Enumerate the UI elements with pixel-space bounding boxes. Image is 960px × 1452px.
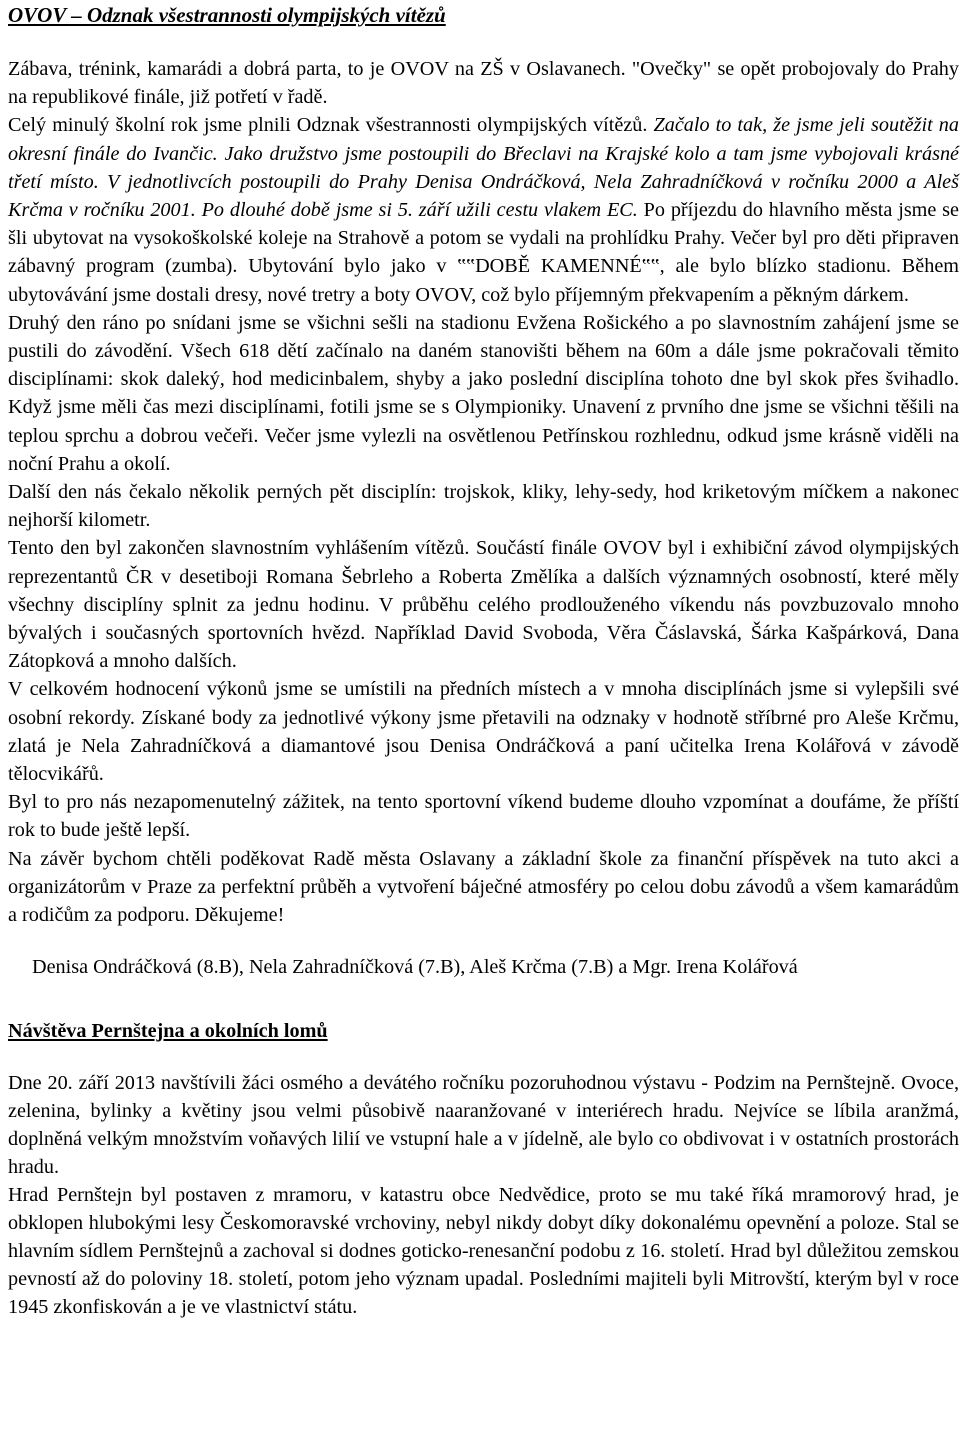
document-page <box>8 0 959 1321</box>
text-run: Druhý den ráno po snídani jsme se všichni sešli na stadionu Evžena Rošického a po slavnostním zahájení jsme se pustili do závodění. Všech 618 dětí začínalo na daném stanovišti během na 60m a dále jsme pokračovali těmito disciplínami: skok daleký, hod medicinbalem, shyby a jako poslední disciplína tohoto dne byl skok přes švihadlo. Když jsme měli čas mezi disciplínami, fotili jsme se s Olympioniky. Unavení z prvního dne jsme se všichni těšili na teplou sprchu a dobrou večeři. Večer jsme vylezli na osvětlenou Petřínskou rozhlednu, odkud jsme krásně viděli na noční Prahu a okolí. <box>8 311 959 475</box>
paragraph <box>8 675 959 788</box>
text-run: Po příjezdu do hlavního města jsme se šli ubytovat na vysokoškolské koleje na Strahově a potom se vydali na prohlídku Prahy. Večer byl pro děti připraven zábavný program (zumba). Ubytování bylo jako v ‟‟DOBĚ KAMENNÉ‟‟, ale bylo blízko stadionu. Během ubytovávání jsme dostali dresy, nové tretry a boty OVOV, což bylo příjemným překvapením a pěkným dárkem. <box>8 199 959 306</box>
paragraph <box>8 55 959 111</box>
text-run: Začalo to tak, že jsme jeli soutěžit na okresní finále do Ivančic. Jako družstvo jsme postoupili do Břeclavi na Krajské kolo a tam jsme vybojovali krásné třetí místo. <box>8 114 959 193</box>
paragraph: Dne 20. září 2013 navštívili žáci osmého a devátého ročníku pozoruhodnou výstavu - Podzim na Pernštejně. Ovoce, zelenina, bylinky a květiny jsou velmi působivě naaranžované v interiérech hradu. Nejvíce se líbila aranžmá, doplněná velkým množstvím voňavých lilií ve vstupní hale a v jídelně, ale bylo co obdivovat i v ostatních prostorách hradu. <box>8 1072 959 1179</box>
text-run: Další den nás čekalo několik perných pět disciplín: trojskok, kliky, lehy-sedy, hod kriketovým míčkem a nakonec nejhorší kilometr. <box>8 481 959 532</box>
article-body <box>8 55 959 929</box>
text-run: Celý minulý školní rok jsme plnili Odznak všestrannosti olympijských vítězů. <box>8 114 654 137</box>
paragraph: Hrad Pernštejn byl postaven z mramoru, v katastru obce Nedvědice, proto se mu také říká mramorový hrad, je obklopen hlubokými lesy Českomoravské vrchoviny, nebyl nikdy dobyt díky dokonalému opevnění a poloze. Stal se hlavním sídlem Pernštejnů a zachoval si dodnes goticko-renesanční podobu z 16. století. Hrad byl důležitou zemskou pevností až do poloviny 18. století, potom jeho význam upadal. Posledními majiteli byli Mitrovští, kterým byl v roce 1945 zkonfiskován a je ve vlastnictví státu. <box>8 1184 959 1319</box>
text-run: V jednotlivcích postoupili do Prahy Denisa Ondráčková, Nela Zahradníčková v ročníku 2000 a Aleš Krčma v ročníku 2001. Po dlouhé době jsme si 5. září užili cestu vlakem EC. <box>8 170 959 222</box>
section-heading: Návštěva Pernštejna a okolních lomů <box>8 1020 328 1043</box>
text-run: V celkovém hodnocení výkonů jsme se umístili na předních místech a v mnoha disciplínách jsme si vylepšili své osobní rekordy. Získané body za jednotlivé výkony jsme přetavili na odznaky v hodnotě stříbrné pro Aleše Krčmu, zlatá je Nela Zahradníčková a diamantové jsou Denisa Ondráčková a paní učitelka Irena Kolářová v závodě tělocvikářů. <box>8 678 959 786</box>
paragraph <box>8 111 959 308</box>
text-run: Tento den byl zakončen slavnostním vyhlášením vítězů. Součástí finále OVOV byl i exhibiční závod olympijských reprezentantů ČR v desetiboji Romana Šebrleho a Roberta Změlíka a dalších významných osobností, které měly všechny disciplíny splnit za jednu hodinu. V průběhu celého prodlouženého víkendu nás povzbuzovalo mnoho bývalých i současných sportovních hvězd. Například David Svoboda, Věra Čáslavská, Šárka Kašpárková, Dana Zátopková a mnoho dalších. <box>8 537 959 673</box>
article-signature: Denisa Ondráčková (8.B), Nela Zahradníčková (7.B), Aleš Krčma (7.B) a Mgr. Irena Kolářová <box>32 956 798 979</box>
paragraph <box>8 845 959 930</box>
paragraph <box>8 534 959 675</box>
text-run: Na závěr bychom chtěli poděkovat Radě města Oslavany a základní škole za finanční příspěvek na tuto akci a organizátorům v Praze za perfektní průběh a vytvoření báječné atmosféry po celou dobu závodů a všem kamarádům a rodičům za podporu. Děkujeme! <box>8 847 959 927</box>
paragraph <box>8 788 959 844</box>
text-run: Byl to pro nás nezapomenutelný zážitek, na tento sportovní víkend budeme dlouho vzpomínat a doufáme, že příští rok to bude ještě lepší. <box>8 791 959 842</box>
article-body-2 <box>8 1069 959 1321</box>
paragraph <box>8 478 959 534</box>
article-title: OVOV – Odznak všestrannosti olympijských vítězů <box>8 3 446 27</box>
text-run: Zábava, trénink, kamarádi a dobrá parta, to je OVOV na ZŠ v Oslavanech. "Ovečky" se opět probojovaly do Prahy na republikové finále, již potřetí v řadě. <box>8 58 959 109</box>
paragraph <box>8 309 959 478</box>
